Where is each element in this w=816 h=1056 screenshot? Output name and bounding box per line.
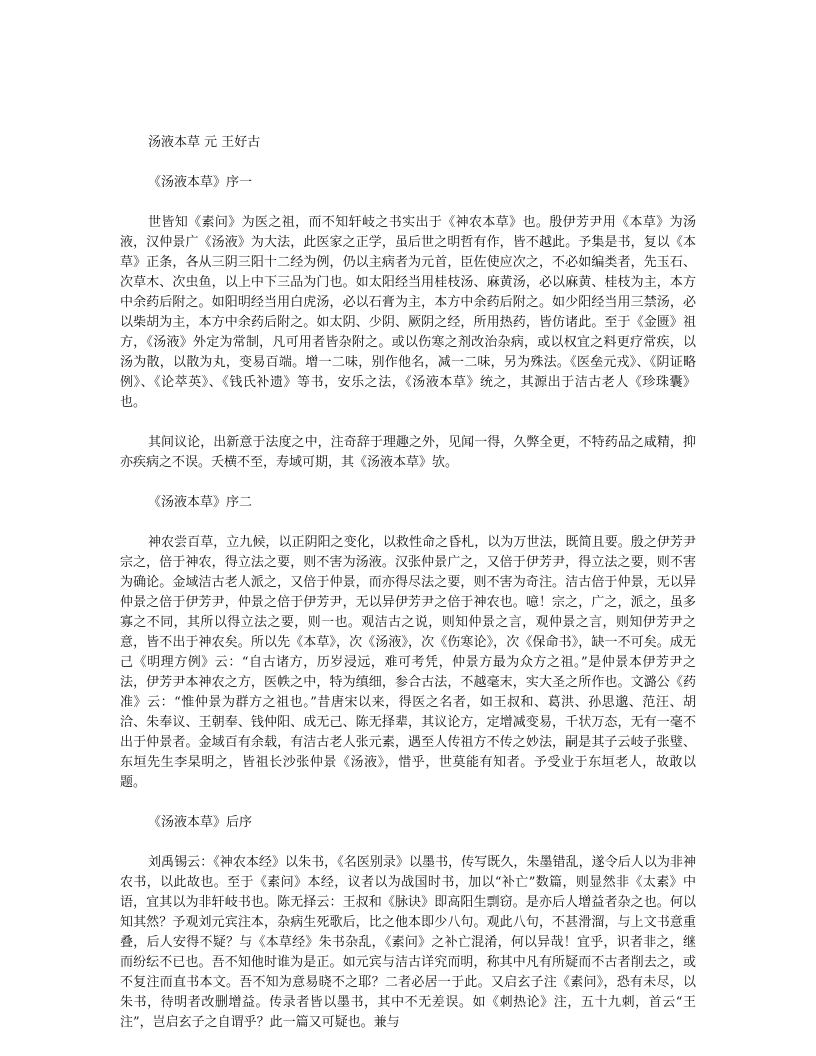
paragraph: 刘禹锡云：《神农本经》以朱书，《名医别录》以墨书，传写既久，朱墨错乱，遂令后人以为非神农书，以此故也。至于《素问》本经，议者以为战国时书，加以“补亡”数篇，则显然非《太素》中语，宜其以为非轩岐书也。陈无择云：王叔和《脉诀》即高阳生剽窃。是亦后人增益者杂之也。何以知其然？予观刘元宾注本，杂病生死歌后，比之他本即少八句。观此八句，不甚滑溜，与上文书意重叠，后人安得不疑？与《本草经》朱书杂乱，《素问》之补亡混淆，何以异哉！宜乎，识者非之，继而纷纭不已也。吾不知他时谁为是正。如元宾与洁古详究而明，称其中凡有所疑而不古者削去之，或不复注而直书本文。吾不知为意易晓不之耶？二者必居一于此。又启玄子注《素问》，恐有未尽，以朱书，待明者改删增益。传录者皆以墨书，其中不无差误。如《刺热论》注，五十九刺，首云“王注”，岂启玄子之自谓乎？此一篇又可疑也。兼与: [120, 855, 696, 1030]
document-title: 汤液本草 元 王好古: [148, 135, 261, 150]
section-heading-postscript: 《汤液本草》后序: [148, 815, 253, 830]
section-heading-preface-one: 《汤液本草》序一: [148, 175, 253, 190]
section-heading-preface-two: 《汤液本草》序二: [148, 495, 253, 510]
paragraph: 世皆知《素问》为医之祖，而不知轩岐之书实出于《神农本草》也。殷伊芳尹用《本草》为汤液，汉仲景广《汤液》为大法，此医家之正学，虽后世之明哲有作，皆不越此。予集是书，复以《本草》正条，各从三阴三阳十二经为例，仍以主病者为元首，臣佐使应次之，不必如编类者，先玉石、次草木、次虫鱼，以上中下三品为门也。如太阳经当用桂枝汤、麻黄汤，必以麻黄、桂枝为主，本方中余药后附之。如阳明经当用白虎汤，必以石膏为主，本方中余药后附之。如少阳经当用三禁汤，必以柴胡为主，本方中余药后附之。如太阴、少阴、厥阴之经，所用热药，皆仿诸此。至于《金匮》祖方，《汤液》外定为常制，凡可用者皆杂附之。或以伤寒之剂改治杂病，或以权宜之料更疗常疾，以汤为散，以散为丸，变易百端。增一二味，别作他名，减一二味，另为殊法。《医垒元戎》、《阴证略例》、《论萃英》、《钱氏补遗》等书，安乐之法，《汤液本草》统之，其源出于洁古老人《珍珠囊》也。: [120, 215, 696, 410]
paragraph: 神农尝百草，立九候，以正阴阳之变化，以救性命之昏札，以为万世法，既简且要。殷之伊芳尹宗之，倍于神农，得立法之要，则不害为汤液。汉张仲景广之，又倍于伊芳尹，得立法之要，则不害为确论。金域洁古老人派之，又倍于仲景，而亦得尽法之要，则不害为奇注。洁古倍于仲景，无以异仲景之倍于伊芳尹，仲景之倍于伊芳尹，无以异伊芳尹之倍于神农也。噫！宗之，广之，派之，虽多寡之不同，其所以得立法之要，则一也。观洁古之说，则知仲景之言，观仲景之言，则知伊芳尹之意，皆不出于神农矣。所以先《本草》，次《汤液》，次《伤寒论》，次《保命书》，缺一不可矣。成无己《明理方例》云：“自古诸方，历岁浸远，难可考凭，仲景方最为众方之祖。”是仲景本伊芳尹之法，伊芳尹本神农之方，医帙之中，特为缜细，参合古法，不越毫末，实大圣之所作也。文潞公《药准》云：“惟仲景为群方之祖也。”昔唐宋以来，得医之名者，如王叔和、葛洪、孙思邈、范汪、胡洽、朱奉议、王朝奉、钱仲阳、成无己、陈无择辈，其议论方，定增减变易，千状万态，无有一毫不出于仲景者。金域百有余载，有洁古老人张元素，遇至人传祖方不传之妙法，嗣是其子云岐子张璧、东垣先生李杲明之，皆祖长沙张仲景《汤液》，惜乎，世莫能有知者。予受业于东垣老人，故敢以题。: [120, 535, 696, 790]
paragraph: 其间议论，出新意于法度之中，注奇辞于理趣之外，见闻一得，久弊全更，不特药品之咸精，抑亦疾病之不误。夭横不至，寿域可期，其《汤液本草》欤。: [120, 435, 696, 470]
document-body: [120, 133, 696, 1033]
